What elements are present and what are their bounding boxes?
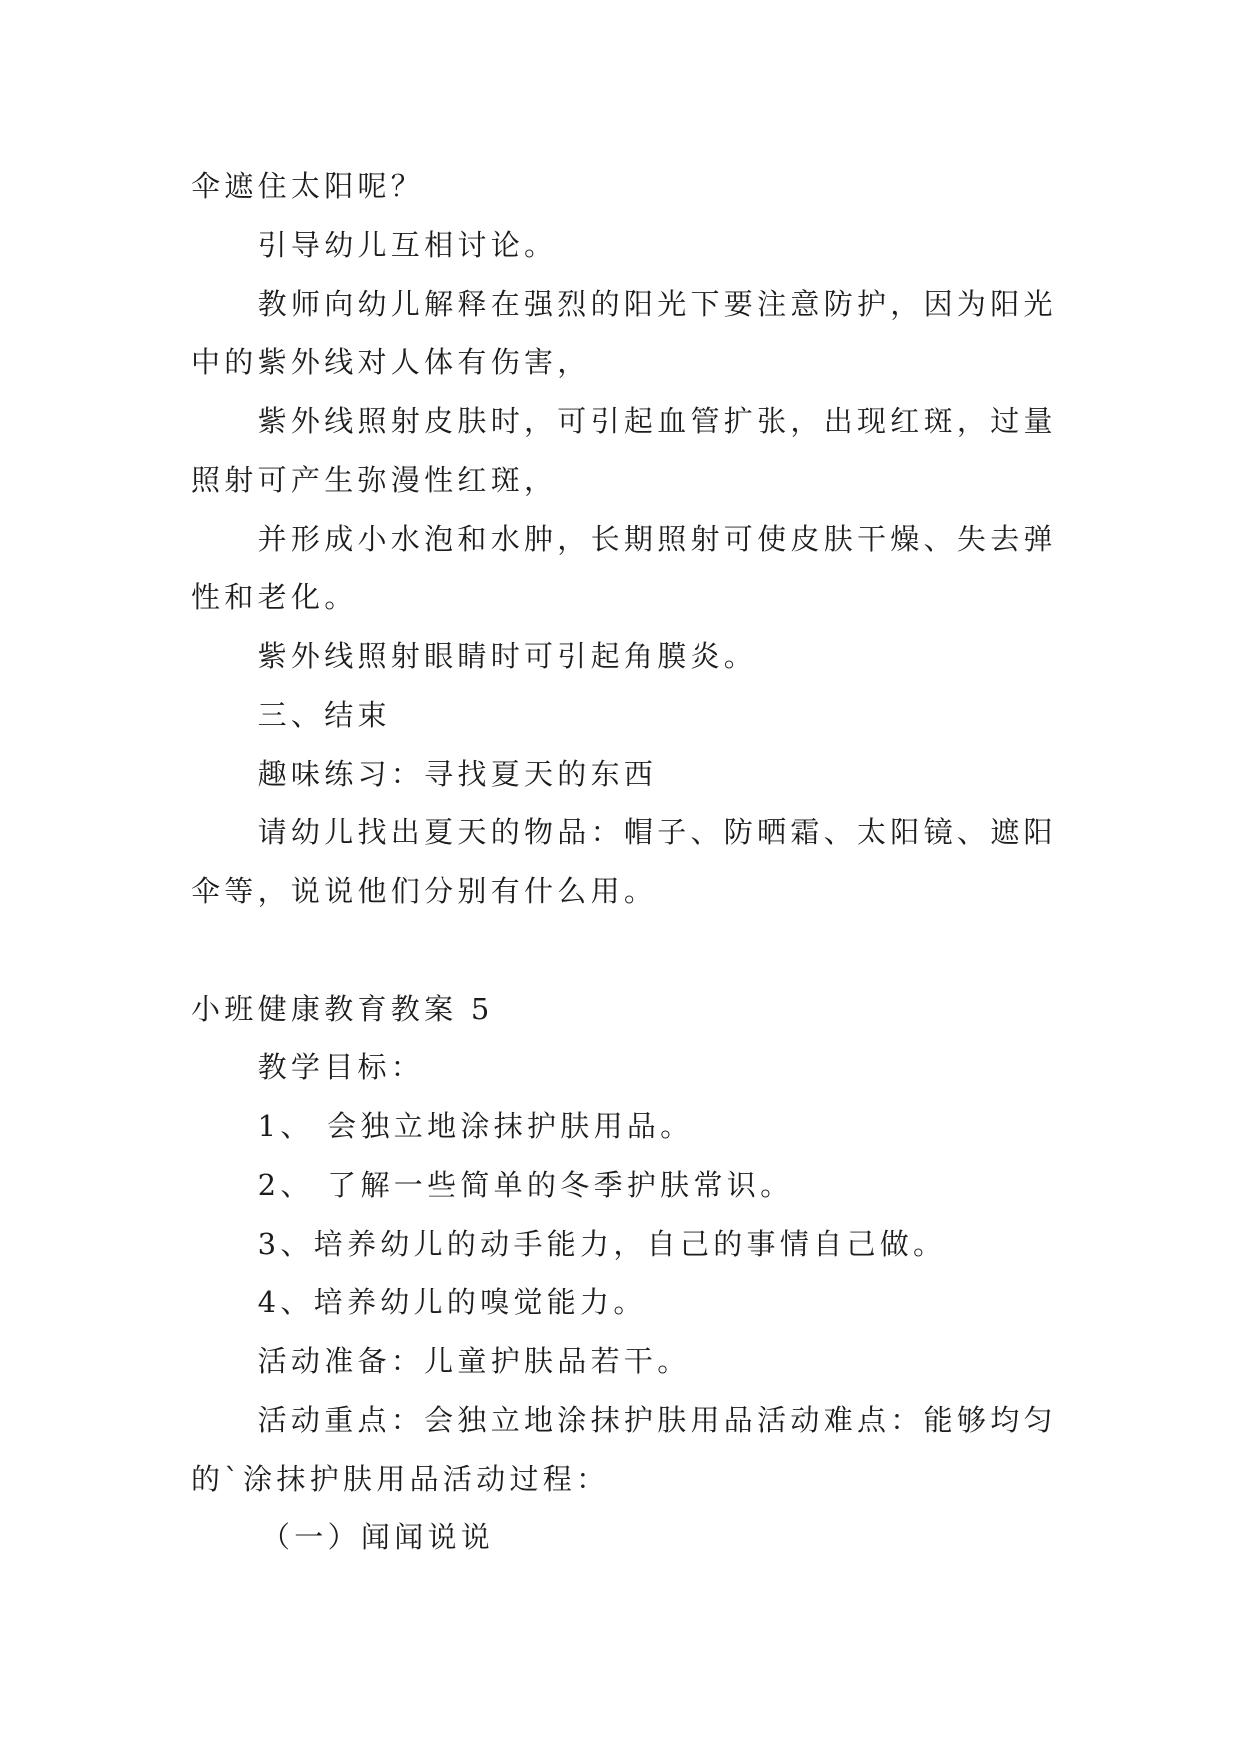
paragraph-line: 紫外线照射眼睛时可引起角膜炎。 xyxy=(257,639,758,673)
paragraph-continuation-line: 性和老化。 xyxy=(191,580,358,615)
document-body xyxy=(191,157,1071,1567)
paragraph-continuation-line: 的`涂抹护肤用品活动过程： xyxy=(191,1461,610,1496)
subsection-heading: 三、结束 xyxy=(257,697,391,732)
paragraph-line: 并形成小水泡和水肿，长期照射可使皮肤干燥、失去弹 xyxy=(257,521,1057,556)
paragraph-continuation-line: 中的紫外线对人体有伤害， xyxy=(191,345,591,380)
objective-item: 1、 会独立地涂抹护肤用品。 xyxy=(257,1109,694,1143)
paragraph-line: 引导幼儿互相讨论。 xyxy=(257,227,558,262)
paragraph-continuation-line: 伞遮住太阳呢？ xyxy=(191,169,425,203)
paragraph-line: 趣味练习：寻找夏天的东西 xyxy=(257,756,658,791)
objective-item: 4、培养幼儿的嗅觉能力。 xyxy=(257,1285,647,1320)
objective-item: 3、培养幼儿的动手能力，自己的事情自己做。 xyxy=(257,1226,947,1261)
objective-item: 2、 了解一些简单的冬季护肤常识。 xyxy=(257,1167,794,1202)
objectives-heading: 教学目标： xyxy=(257,1050,425,1085)
paragraph-line: 活动重点：会独立地涂抹护肤用品活动难点：能够均匀 xyxy=(257,1402,1057,1437)
paragraph-line: 活动准备：儿童护肤品若干。 xyxy=(257,1344,691,1378)
step-heading: （一）闻闻说说 xyxy=(261,1520,495,1555)
paragraph-continuation-line: 照射可产生弥漫性红斑， xyxy=(191,462,558,497)
section-title: 小班健康教育教案 5 xyxy=(191,991,494,1026)
paragraph-continuation-line: 伞等，说说他们分别有什么用。 xyxy=(191,874,658,908)
paragraph-line: 教师向幼儿解释在强烈的阳光下要注意防护，因为阳光 xyxy=(257,286,1057,321)
paragraph-line: 请幼儿找出夏天的物品：帽子、防晒霜、太阳镜、遮阳 xyxy=(257,815,1057,850)
paragraph-line: 紫外线照射皮肤时，可引起血管扩张，出现红斑，过量 xyxy=(257,404,1057,438)
